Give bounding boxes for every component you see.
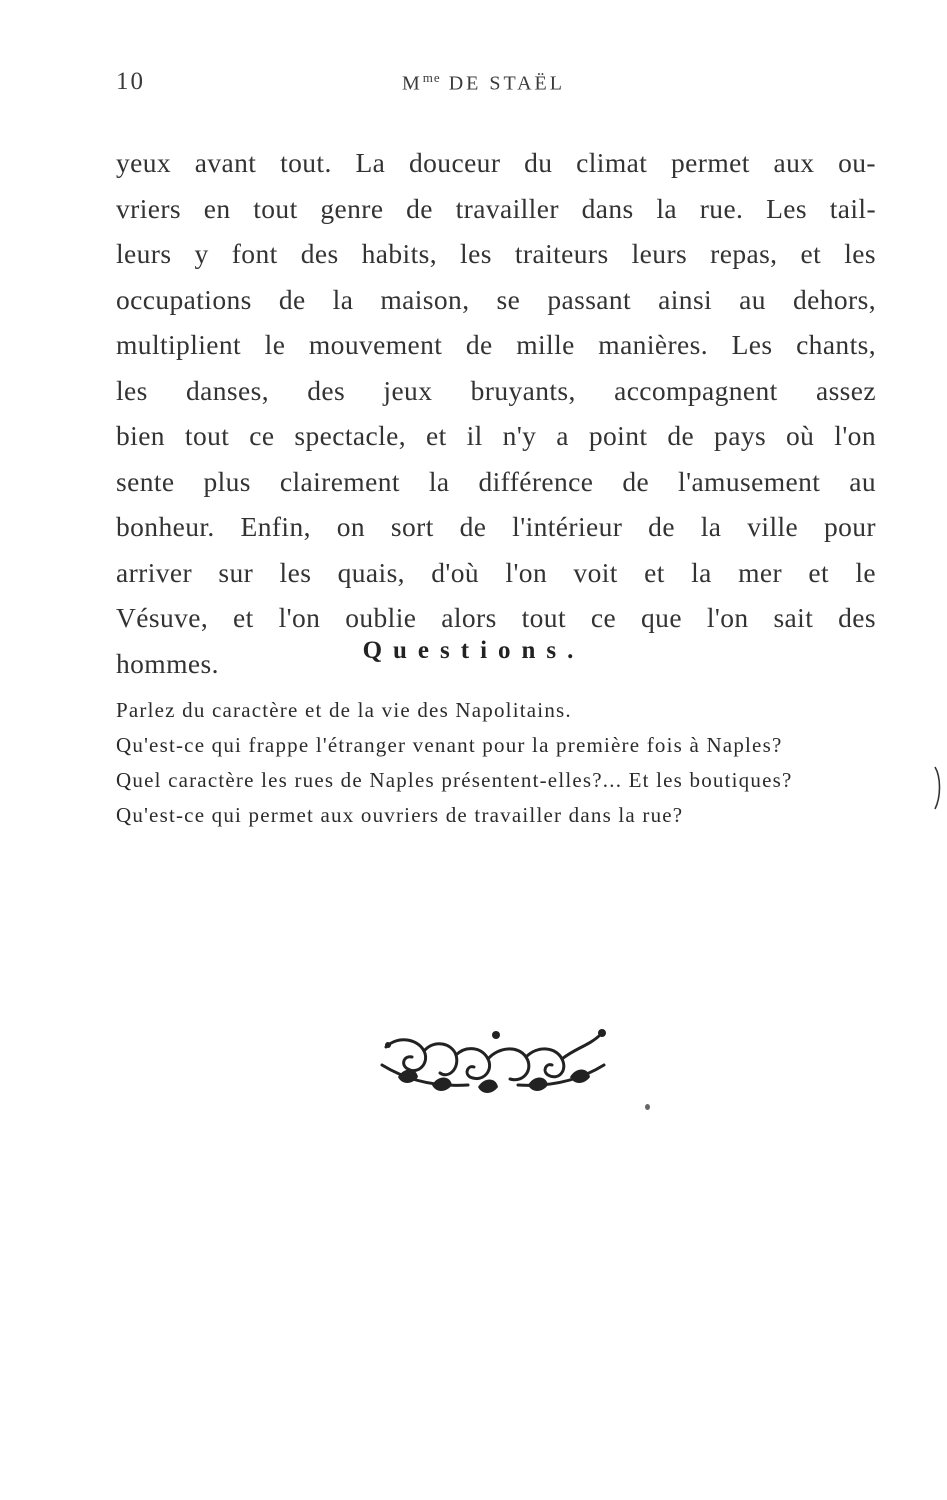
question-item: Quel caractère les rues de Naples présentent-elles?... Et les boutiques? [116,768,793,792]
body-line: les danses, des jeux bruyants, accompagnent assez [116,374,876,406]
running-head-prefix: M [402,72,423,95]
body-paragraph [116,140,876,686]
body-line: hommes. [116,647,219,679]
question-item: Qu'est-ce qui frappe l'étranger venant pour la première fois à Naples? [116,733,783,757]
running-head-superscript: me [422,70,441,85]
question-item: Parlez du caractère et de la vie des Napolitains. [116,698,572,722]
margin-mark-icon [933,765,943,811]
body-line: bonheur. Enfin, on sort de l'intérieur de la ville pour [116,511,876,542]
questions-list [116,694,876,834]
running-head-title: DE STAËL [448,72,565,95]
body-line: Vésuve, et l'on oublie alors tout ce que l'on sait des [116,602,876,633]
body-line: sente plus clairement la différence de l'amusement au [116,465,876,497]
ink-speck [645,1104,650,1110]
questions-heading: Questions. [362,637,585,664]
fleuron-ornament-icon [378,1025,608,1097]
body-line: yeux avant tout. La douceur du climat permet aux ou- [116,147,876,178]
body-line: bien tout ce spectacle, et il n'y a point de pays où l'on [116,420,876,451]
running-head [402,70,565,96]
body-line: multiplient le mouvement de mille manières. Les chants, [116,329,876,360]
question-item: Qu'est-ce qui permet aux ouvriers de travailler dans la rue? [116,803,684,827]
body-line: arriver sur les quais, d'où l'on voit et la mer et le [116,556,876,588]
body-line: vriers en tout genre de travailler dans la rue. Les tail- [116,192,876,224]
page-header [116,68,876,108]
body-line: leurs y font des habits, les traiteurs leurs repas, et les [116,238,876,269]
body-line: occupations de la maison, se passant ainsi au dehors, [116,283,876,315]
page-number: 10 [116,68,145,95]
